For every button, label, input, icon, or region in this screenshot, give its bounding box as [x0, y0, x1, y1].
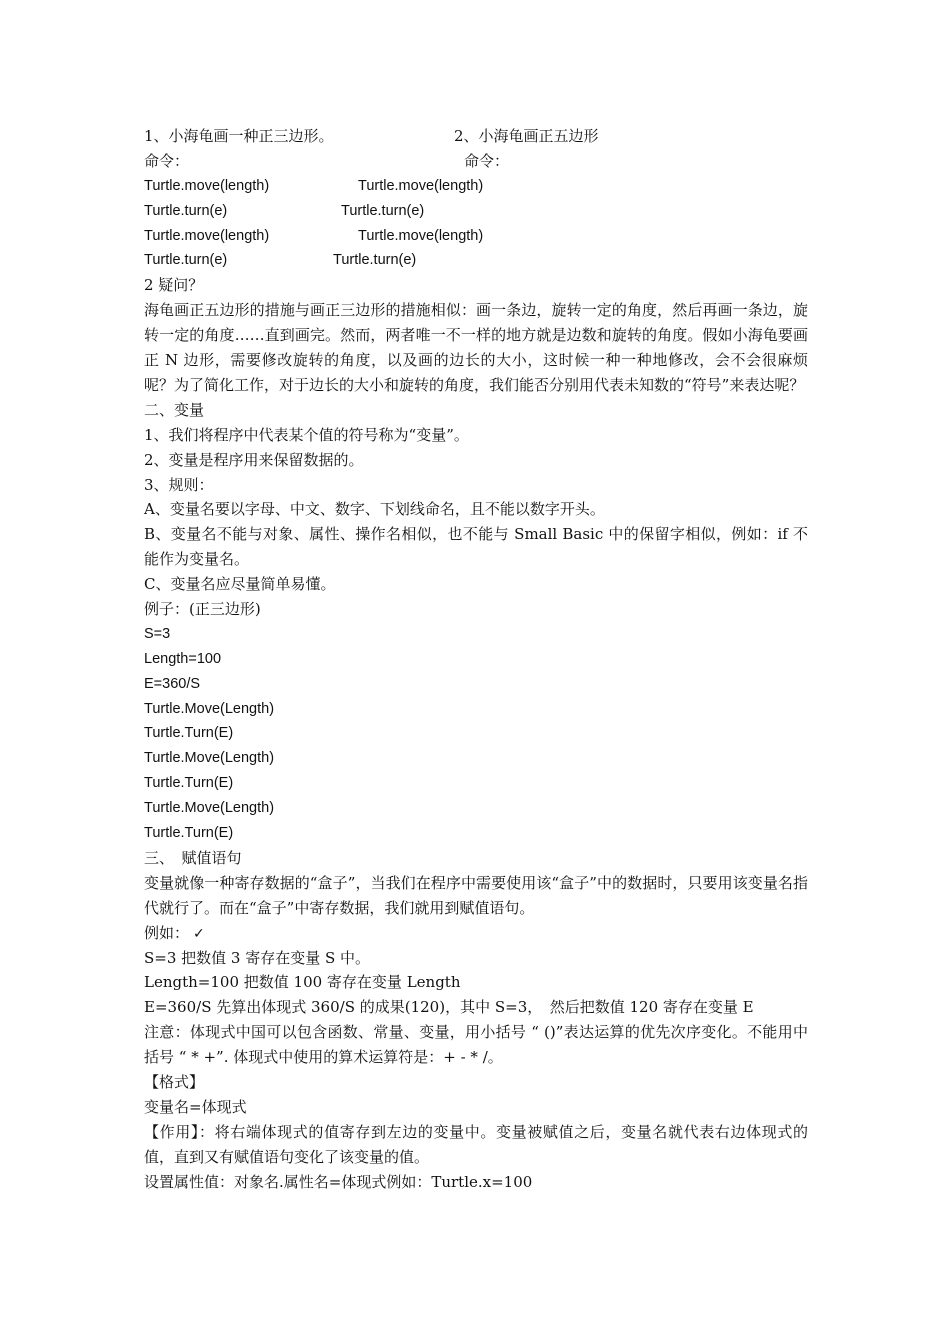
code-line: Turtle.Move(Length) [144, 700, 275, 717]
assignment-heading: 三、 赋值语句 [144, 848, 242, 867]
code-line: Turtle.Move(Length) [144, 750, 275, 767]
assignment-intro: 变量就像一种寄存数据的“盒子”，当我们在程序中需要使用该“盒子”中的数据时，只要用该变量名指代就行了。而在“盒子”中寄存数据，我们就用到赋值语句。 [144, 873, 808, 917]
rule-a: A、变量名要以字母、中文、数字、下划线命名，且不能以数字开头。 [144, 500, 605, 519]
pentagon-command: Turtle.turn(e) [333, 252, 417, 269]
triangle-command: Turtle.move(length) [144, 227, 270, 244]
assignment-example: S=3 把数值 3 寄存在变量 S 中。 [144, 948, 371, 967]
format-value: 变量名=体现式 [144, 1097, 247, 1116]
command-row [144, 199, 808, 224]
code-line: Length=100 [144, 650, 222, 667]
triangle-title: 1、小海龟画一种正三边形。 [144, 127, 334, 145]
variable-heading: 二、变量 [144, 400, 205, 419]
question-paragraph: 海龟画正五边形的措施与画正三边形的措施相似：画一条边，旋转一定的角度，然后再画一条边，旋转一定的角度……直到画完。然而，两者唯一不一样的地方就是边数和旋转的角度。假如小海龟要画正 N 边形，需要修改旋转的角度，以及画的边长的大小，这时候一种一种地修改，会不会很麻烦呢？为了简化工作，对于边长的大小和旋转的角度，我们能否分别用代表未知数的“符号”来表达呢？ [144, 301, 808, 394]
check-mark-icon: ✓ [193, 925, 205, 942]
format-label: 【格式】 [144, 1073, 205, 1091]
triangle-command: Turtle.move(length) [144, 177, 270, 194]
pentagon-command: Turtle.move(length) [358, 227, 484, 244]
command-row [144, 224, 808, 249]
assignment-example: E=360/S 先算出体现式 360/S 的成果(120)，其中 S=3， 然后把数值 120 寄存在变量 E [144, 998, 754, 1017]
variable-point: 2、变量是程序用来保留数据的。 [144, 450, 364, 469]
code-line: Turtle.Turn(E) [144, 775, 234, 792]
triangle-command: Turtle.turn(e) [144, 202, 228, 219]
triangle-command: Turtle.turn(e) [144, 252, 228, 269]
command-labels-row [144, 149, 808, 174]
document-body [144, 124, 808, 1194]
assignment-example: Length=100 把数值 100 寄存在变量 Length [144, 973, 461, 992]
command-row [144, 174, 808, 199]
triangle-command-label: 命令： [144, 151, 190, 170]
code-line: Turtle.Turn(E) [144, 825, 234, 842]
rule-c: C、变量名应尽量简单易懂。 [144, 575, 336, 594]
rule-b: B、变量名不能与对象、属性、操作名相似，也不能与 Small Basic 中的保留字相似，例如：if 不能作为变量名。 [144, 525, 808, 569]
code-line: E=360/S [144, 675, 201, 692]
pentagon-command: Turtle.move(length) [358, 177, 484, 194]
command-titles-row [144, 124, 808, 149]
code-line: Turtle.Move(Length) [144, 800, 275, 817]
pentagon-command: Turtle.turn(e) [341, 202, 425, 219]
pentagon-title: 2、小海龟画正五边形 [454, 127, 599, 145]
variable-point: 1、我们将程序中代表某个值的符号称为“变量”。 [144, 425, 469, 444]
question-title: 2 疑问？ [144, 276, 204, 295]
pentagon-command-label: 命令： [464, 151, 510, 170]
variable-point: 3、规则： [144, 475, 214, 494]
property-line: 设置属性值：对象名.属性名=体现式例如：Turtle.x=100 [144, 1172, 533, 1191]
assignment-example-row [144, 921, 808, 946]
effect-paragraph: 【作用】：将右端体现式的值寄存到左边的变量中。变量被赋值之后，变量名就代表右边体现式的值，直到又有赋值语句变化了该变量的值。 [144, 1122, 808, 1166]
assignment-note: 注意：体现式中国可以包含函数、常量、变量，用小括号 “ ()”表达运算的优先次序变化。不能用中括号 “ * +”. 体现式中使用的算术运算符是：+ - * /。 [144, 1023, 808, 1067]
example-label: 例子：(正三边形) [144, 600, 261, 619]
assignment-example-label: 例如： [144, 923, 190, 942]
code-line: Turtle.Turn(E) [144, 725, 234, 742]
code-line: S=3 [144, 625, 171, 642]
command-row [144, 248, 808, 273]
